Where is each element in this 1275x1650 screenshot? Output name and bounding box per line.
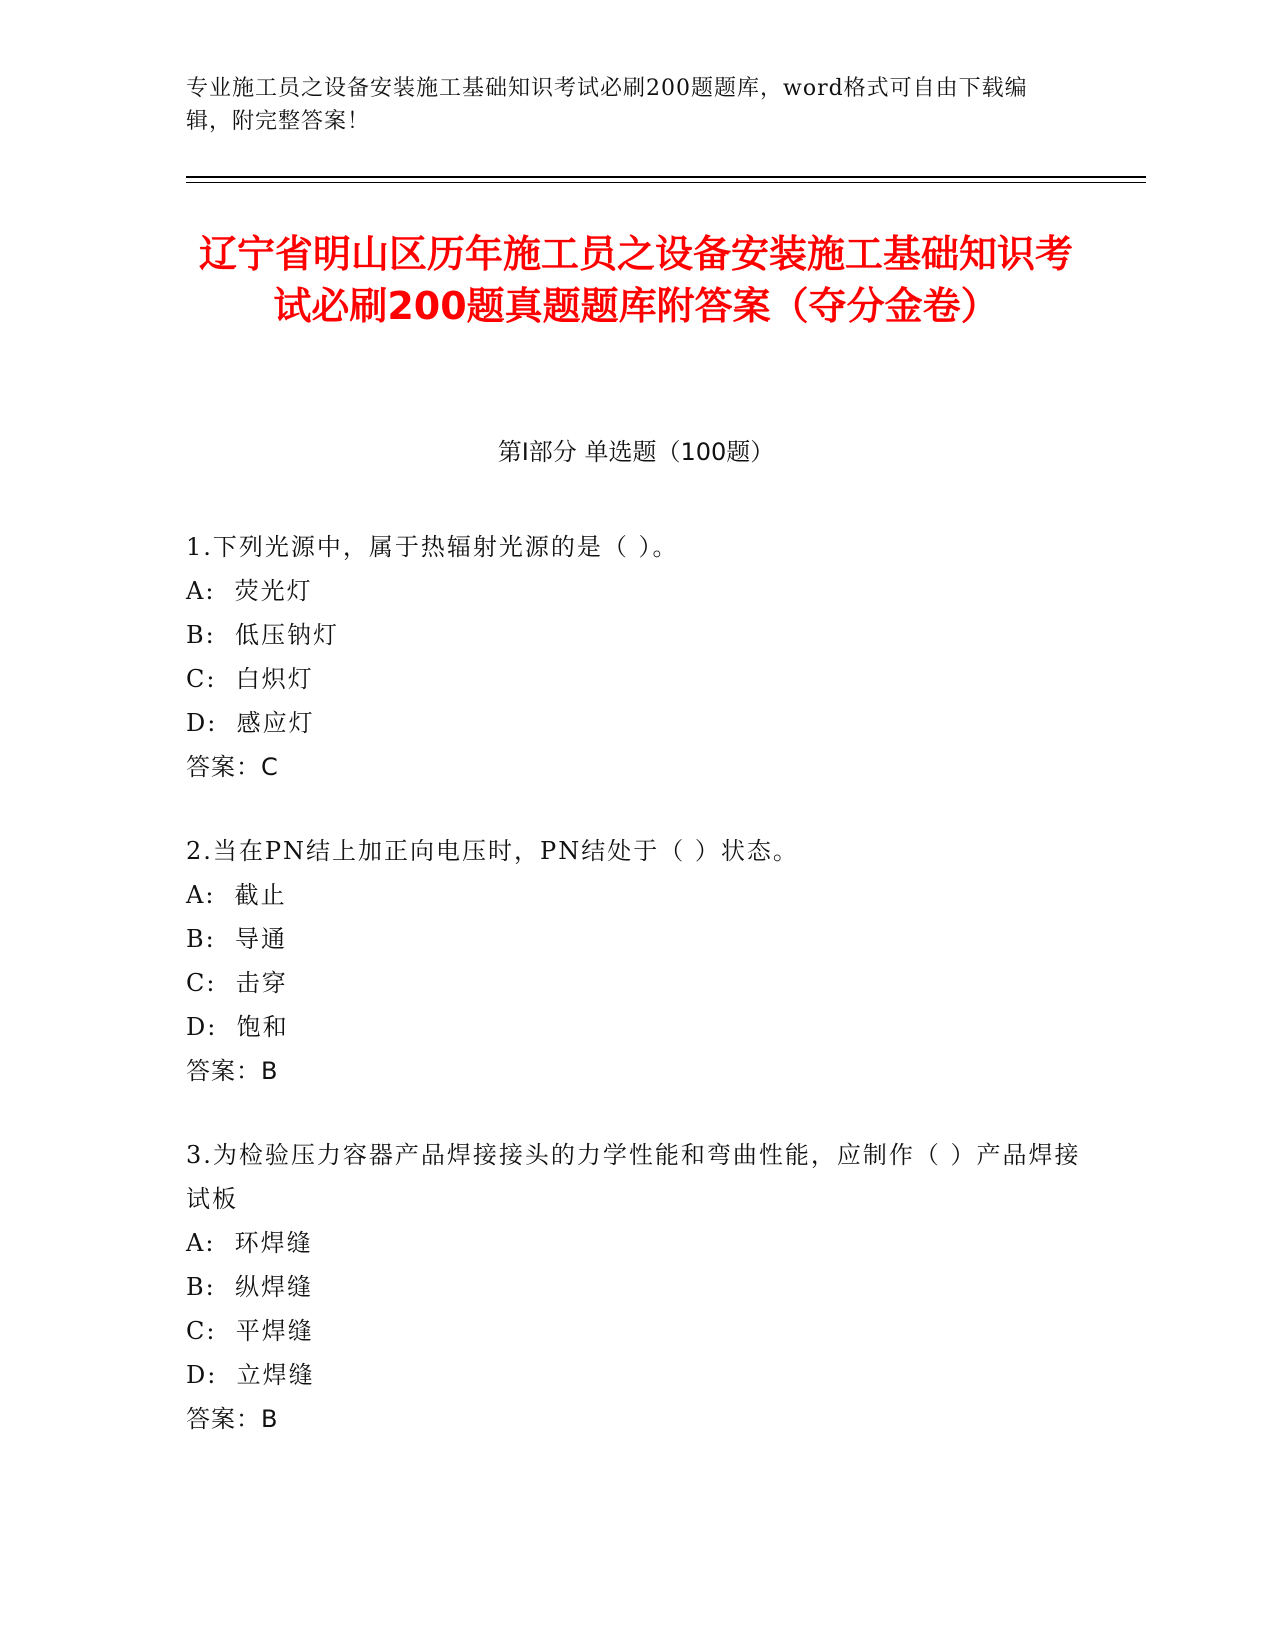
option-c: C: 白炽灯 [186, 665, 314, 693]
header-divider-thin [186, 182, 1146, 183]
question-3 [186, 1133, 1086, 1441]
document-title: 辽宁省明山区历年施工员之设备安装施工基础知识考试必刷200题真题题库附答案（夺分金卷） [198, 232, 1073, 328]
section-title: 第I部分 单选题（100题） [497, 438, 775, 466]
option-b: B: 导通 [186, 925, 287, 953]
option-c: C: 平焊缝 [186, 1317, 314, 1345]
question-2 [186, 829, 1086, 1093]
option-b: B: 低压钠灯 [186, 621, 339, 649]
header-divider-thick [186, 176, 1146, 178]
question-stem: 3.为检验压力容器产品焊接接头的力学性能和弯曲性能，应制作（ ）产品焊接试板 [186, 1141, 1081, 1213]
option-a: A: 环焊缝 [186, 1229, 313, 1257]
header-note: 专业施工员之设备安装施工基础知识考试必刷200题题库，word格式可自由下载编辑，附完整答案！ [186, 76, 1028, 134]
option-b: B: 纵焊缝 [186, 1273, 313, 1301]
answer: 答案：C [186, 753, 279, 781]
option-d: D: 感应灯 [186, 709, 315, 737]
option-a: A: 截止 [186, 881, 287, 909]
question-stem: 1.下列光源中，属于热辐射光源的是（ ）。 [186, 533, 679, 561]
option-a: A: 荧光灯 [186, 577, 313, 605]
question-stem: 2.当在PN结上加正向电压时，PN结处于（ ）状态。 [186, 837, 799, 865]
option-d: D: 立焊缝 [186, 1361, 315, 1389]
option-d: D: 饱和 [186, 1013, 289, 1041]
question-list [186, 525, 1086, 1481]
answer: 答案：B [186, 1405, 279, 1433]
question-1 [186, 525, 1086, 789]
answer: 答案：B [186, 1057, 279, 1085]
option-c: C: 击穿 [186, 969, 288, 997]
